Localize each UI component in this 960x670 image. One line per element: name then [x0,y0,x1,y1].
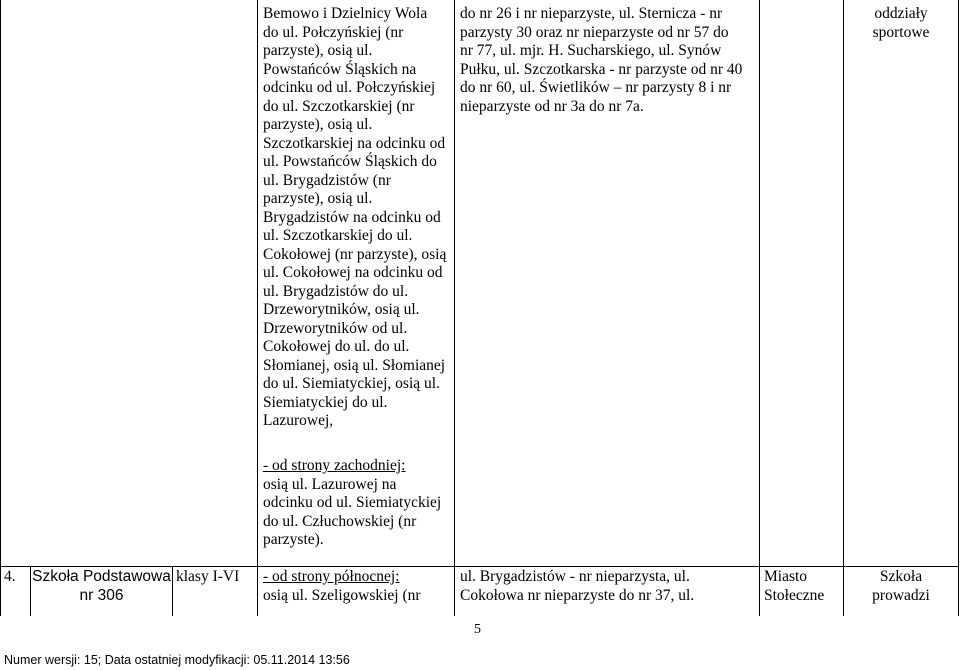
boundary-line: Cokołowej (nr parzyste), osią [263,245,447,263]
authority-line: Miasto [764,568,808,585]
north-heading: - od strony północnej: [263,568,400,585]
classes-range: klasy I-VI [176,568,240,585]
column-divider-streets [759,0,760,616]
streets-list [460,5,742,116]
boundary-line: do ul. Połczyńskiej (nr [263,23,404,41]
row4-streets [460,568,694,605]
page-number: 5 [474,622,481,637]
boundary-line: do ul. Szczotkarskiej (nr [263,97,415,115]
boundary-line: Bemowo i Dzielnicy Wola [263,5,428,22]
boundary-line: parzyste), osią ul. [263,190,373,207]
boundary-line: Drzeworytników od ul. [263,319,408,337]
boundary-line: ul. Brygadzistów (nr [263,171,391,189]
notes-line: prowadzi [872,586,930,604]
streets-line: nieparzyste od nr 3a do nr 7a. [460,97,644,115]
west-boundary [263,457,441,550]
boundary-line: Brygadzistów na odcinku od [263,208,441,226]
notes-line: Szkoła [879,568,923,585]
streets-line: parzysty 30 oraz nr nieparzyste od nr 57 do [460,23,729,41]
notes-cell [844,5,958,42]
north-boundary [263,568,421,605]
authority-line: Stołeczne [764,586,825,604]
version-footer: Numer wersji: 15; Data ostatniej modyfikacji: 05.11.2014 13:56 [4,653,350,667]
table-border-left [0,0,1,616]
streets-line: Pułku, ul. Szczotkarska - nr parzyste od nr 40 [460,60,743,78]
column-divider-authority [843,0,844,616]
notes-line: sportowe [872,23,930,41]
school-name-line: Szkoła Podstawowa [32,568,171,585]
west-line: do ul. Człuchowskiej (nr [263,512,417,530]
school-name [31,568,172,605]
column-divider-classes [257,0,258,616]
authority-cell [764,568,824,605]
north-line: osią ul. Szeligowskiej (nr [263,586,421,604]
column-divider-school [172,566,173,616]
row-divider [0,566,959,567]
boundary-line: ul. Powstańców Śląskich do [263,153,437,170]
streets-line: do nr 26 i nr nieparzyste, ul. Sternicza - nr [460,5,723,22]
row4-notes [844,568,958,605]
west-line: odcinku od ul. Siemiatyckiej [263,494,442,511]
boundary-description [263,5,446,431]
west-line: osią ul. Lazurowej na [263,475,397,493]
boundary-line: Cokołowej do ul. do ul. [263,338,410,355]
boundary-line: parzyste), osią ul. [263,42,373,59]
notes-line: oddziały [874,5,928,22]
boundary-line: Szczotkarskiej na odcinku od [263,134,446,152]
row-number: 4. [4,568,16,585]
boundary-line: Powstańców Śląskich na [263,60,417,78]
west-heading: - od strony zachodniej: [263,457,406,474]
boundary-line: ul. Cokołowej na odcinku od [263,264,443,281]
streets-line: nr 77, ul. mjr. H. Sucharskiego, ul. Synów [460,42,722,59]
boundary-line: Drzeworytników, osią ul. [263,301,420,318]
boundary-line: ul. Szczotkarskiej do ul. [263,227,413,244]
school-name-line: nr 306 [79,586,124,604]
boundary-line: Siemiatyckiej do ul. [263,393,388,411]
streets-line: do nr 60, ul. Świetlików – nr parzysty 8 i nr [460,79,732,96]
boundary-line: odcinku od ul. Połczyńskiej [263,79,436,96]
streets-line: ul. Brygadzistów - nr nieparzysta, ul. [460,568,690,585]
table-border-right [958,0,959,616]
boundary-line: Lazurowej, [263,412,334,429]
boundary-line: ul. Brygadzistów do ul. [263,282,409,300]
streets-line: Cokołowa nr nieparzyste do nr 37, ul. [460,586,695,604]
boundary-line: do ul. Siemiatyckiej, osią ul. [263,375,440,392]
boundary-line: parzyste), osią ul. [263,116,373,133]
column-divider-boundary [454,0,455,616]
west-line: parzyste). [263,531,324,548]
boundary-line: Słomianej, osią ul. Słomianej [263,356,446,374]
